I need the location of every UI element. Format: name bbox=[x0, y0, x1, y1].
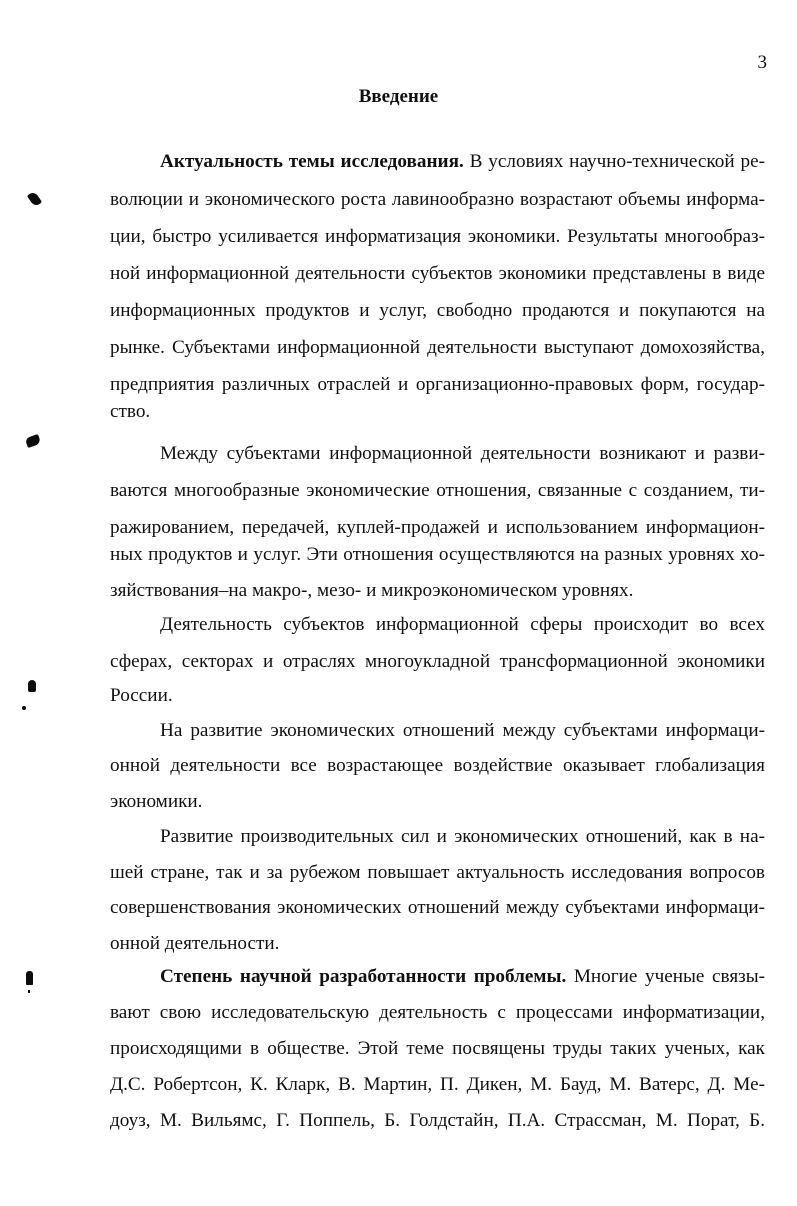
paragraph-line: вают свою исследовательскую деятельность с процессами информатизации, bbox=[110, 1002, 765, 1023]
paragraph-line: ваются многообразные экономические отношения, связанные с созданием, ти- bbox=[110, 480, 765, 501]
paragraph-line: совершенствования экономических отношений между субъектами информаци- bbox=[110, 897, 765, 918]
paragraph-line: предприятия различных отраслей и организационно-правовых форм, государ- bbox=[110, 374, 765, 395]
scan-mark bbox=[27, 191, 42, 208]
paragraph-line: На развитие экономических отношений между субъектами информаци- bbox=[160, 720, 765, 741]
paragraph-line bbox=[160, 965, 765, 989]
paragraph-line: ной информационной деятельности субъектов экономики представлены в виде bbox=[110, 263, 765, 284]
paragraph-text: Многие ученые связы- bbox=[573, 966, 766, 987]
paragraph-line: онной деятельности все возрастающее воздействие оказывает глобализация bbox=[110, 755, 765, 776]
paragraph-line: ство. bbox=[110, 401, 151, 422]
paragraph-line: ражированием, передачей, куплей-продажей и использованием информацион- bbox=[110, 517, 765, 538]
section-heading-relevance: Актуальность темы исследования. bbox=[160, 151, 464, 172]
scan-mark bbox=[28, 990, 30, 993]
paragraph-line: зяйствования–на макро-, мезо- и микроэкономическом уровнях. bbox=[110, 580, 634, 601]
scan-mark bbox=[25, 434, 42, 448]
paragraph-text: В условиях научно-технической ре- bbox=[469, 151, 766, 172]
paragraph-line: России. bbox=[110, 685, 173, 706]
paragraph-line: информационных продуктов и услуг, свободно продаются и покупаются на bbox=[110, 300, 765, 321]
paragraph-line: Развитие производительных сил и экономических отношений, как в на- bbox=[160, 826, 765, 847]
paragraph-line bbox=[160, 150, 765, 174]
page-number: 3 bbox=[757, 52, 767, 73]
scan-mark bbox=[26, 971, 33, 985]
paragraph-line: Деятельность субъектов информационной сферы происходит во всех bbox=[160, 614, 765, 635]
paragraph-line: ции, быстро усиливается информатизация экономики. Результаты многообраз- bbox=[110, 226, 765, 247]
paragraph-line: Д.С. Робертсон, К. Кларк, В. Мартин, П. Дикен, М. Бауд, М. Ватерс, Д. Ме- bbox=[110, 1074, 765, 1095]
scan-mark bbox=[22, 706, 26, 710]
section-heading-research-degree: Степень научной разработанности проблемы. bbox=[160, 966, 567, 987]
paragraph-line: рынке. Субъектами информационной деятельности выступают домохозяйства, bbox=[110, 337, 765, 358]
paragraph-line: происходящими в обществе. Этой теме посвящены труды таких ученых, как bbox=[110, 1038, 765, 1059]
paragraph-line: волюции и экономического роста лавинообразно возрастают объемы информа- bbox=[110, 189, 765, 210]
scan-mark bbox=[28, 680, 36, 692]
paragraph-line: онной деятельности. bbox=[110, 933, 280, 954]
page-title: Введение bbox=[358, 86, 439, 107]
paragraph-line: Между субъектами информационной деятельности возникают и разви- bbox=[160, 443, 765, 464]
paragraph-line: шей стране, так и за рубежом повышает актуальность исследования вопросов bbox=[110, 862, 765, 883]
paragraph-line: доуз, М. Вильямс, Г. Поппель, Б. Голдстайн, П.А. Страссман, М. Порат, Б. bbox=[110, 1110, 765, 1131]
paragraph-line: экономики. bbox=[110, 791, 203, 812]
paragraph-line: сферах, секторах и отраслях многоукладной трансформационной экономики bbox=[110, 651, 765, 672]
paragraph-line: ных продуктов и услуг. Эти отношения осуществляются на разных уровнях хо- bbox=[110, 544, 765, 565]
